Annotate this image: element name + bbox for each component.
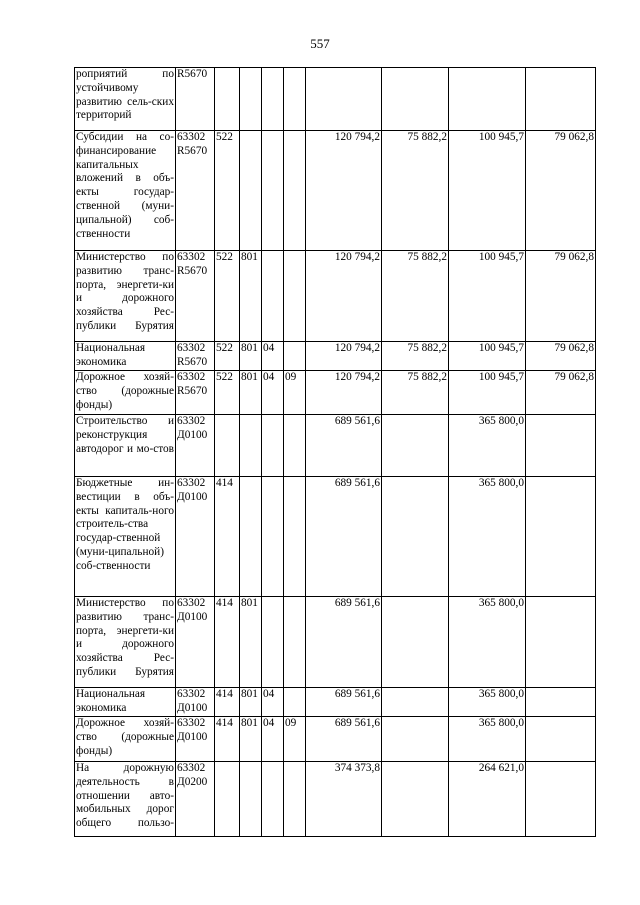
cell-sum-1: 689 561,6 <box>306 717 382 762</box>
cell-pr <box>284 597 306 688</box>
cell-grbs <box>240 415 262 477</box>
cell-sum-1: 689 561,6 <box>306 688 382 717</box>
cell-code: 63302 Д0100 <box>176 688 215 717</box>
cell-rz <box>262 131 284 251</box>
cell-code: 63302 Д0100 <box>176 477 215 597</box>
table-row <box>75 477 596 597</box>
cell-sum-1: 120 794,2 <box>306 251 382 342</box>
cell-code: 63302 Д0100 <box>176 415 215 477</box>
cell-pr <box>284 477 306 597</box>
cell-grbs <box>240 131 262 251</box>
cell-sum-4 <box>526 477 596 597</box>
cell-grbs: 801 <box>240 597 262 688</box>
cell-sum-1: 120 794,2 <box>306 371 382 415</box>
cell-code: 63302 R5670 <box>176 131 215 251</box>
cell-sum-2 <box>382 68 449 131</box>
cell-pr: 09 <box>284 371 306 415</box>
cell-sum-4 <box>526 717 596 762</box>
cell-vr: 522 <box>215 342 240 371</box>
cell-pr: 09 <box>284 717 306 762</box>
cell-sum-1: 689 561,6 <box>306 415 382 477</box>
cell-sum-4 <box>526 597 596 688</box>
table-row <box>75 688 596 717</box>
page-number: 557 <box>310 36 330 51</box>
cell-pr <box>284 251 306 342</box>
cell-sum-3: 264 621,0 <box>449 762 526 837</box>
cell-sum-4 <box>526 762 596 837</box>
cell-code: 63302 R5670 <box>176 342 215 371</box>
cell-sum-3: 100 945,7 <box>449 131 526 251</box>
cell-sum-2 <box>382 415 449 477</box>
cell-sum-3: 365 800,0 <box>449 597 526 688</box>
cell-sum-4 <box>526 688 596 717</box>
table-row <box>75 762 596 837</box>
table-row <box>75 597 596 688</box>
cell-rz <box>262 68 284 131</box>
cell-name: Строительство и реконструкция автодорог и мо-стов <box>75 415 176 477</box>
cell-vr <box>215 762 240 837</box>
cell-code: 63302 R5670 <box>176 371 215 415</box>
cell-rz <box>262 597 284 688</box>
cell-sum-4 <box>526 415 596 477</box>
cell-pr <box>284 68 306 131</box>
cell-pr <box>284 415 306 477</box>
cell-grbs: 801 <box>240 371 262 415</box>
cell-pr <box>284 762 306 837</box>
cell-vr <box>215 415 240 477</box>
cell-vr: 414 <box>215 477 240 597</box>
cell-code: R5670 <box>176 68 215 131</box>
cell-pr <box>284 342 306 371</box>
table-row <box>75 342 596 371</box>
cell-sum-3: 365 800,0 <box>449 688 526 717</box>
cell-sum-4: 79 062,8 <box>526 251 596 342</box>
cell-sum-3: 100 945,7 <box>449 371 526 415</box>
cell-name: На дорожную деятельность в отношении авто-мобильных дорог общего пользо- <box>75 762 176 837</box>
cell-sum-4: 79 062,8 <box>526 371 596 415</box>
table-row <box>75 371 596 415</box>
cell-sum-3: 365 800,0 <box>449 717 526 762</box>
cell-sum-2 <box>382 717 449 762</box>
cell-code: 63302 Д0200 <box>176 762 215 837</box>
cell-sum-1: 120 794,2 <box>306 131 382 251</box>
cell-vr: 522 <box>215 131 240 251</box>
table-row <box>75 68 596 131</box>
cell-sum-2: 75 882,2 <box>382 251 449 342</box>
cell-vr: 522 <box>215 251 240 342</box>
cell-sum-3: 100 945,7 <box>449 342 526 371</box>
cell-name: Министерство по развитию транс-порта, энергети-ки и дорожного хозяйства Рес-публики Бурятия <box>75 597 176 688</box>
table-row <box>75 415 596 477</box>
cell-sum-1: 120 794,2 <box>306 342 382 371</box>
cell-name: Субсидии на со-финансирование капитальных вложений в объ-екты государ-ственной (муни-ципальной) соб-ственности <box>75 131 176 251</box>
cell-code: 63302 Д0100 <box>176 717 215 762</box>
cell-name: Бюджетные ин-вестиции в объ-екты капиталь-ного строитель-ства государ-ственной (муни-ципальной) соб-ственности <box>75 477 176 597</box>
table-row <box>75 131 596 251</box>
cell-sum-4 <box>526 68 596 131</box>
cell-sum-2 <box>382 762 449 837</box>
cell-sum-2 <box>382 477 449 597</box>
cell-sum-1 <box>306 68 382 131</box>
cell-pr <box>284 131 306 251</box>
cell-code: 63302 R5670 <box>176 251 215 342</box>
cell-sum-1: 374 373,8 <box>306 762 382 837</box>
cell-vr: 414 <box>215 717 240 762</box>
cell-rz <box>262 415 284 477</box>
cell-sum-2: 75 882,2 <box>382 342 449 371</box>
cell-rz: 04 <box>262 717 284 762</box>
cell-vr <box>215 68 240 131</box>
cell-sum-4: 79 062,8 <box>526 131 596 251</box>
cell-code: 63302 Д0100 <box>176 597 215 688</box>
cell-sum-2 <box>382 597 449 688</box>
cell-name: Дорожное хозяй-ство (дорожные фонды) <box>75 717 176 762</box>
cell-sum-1: 689 561,6 <box>306 477 382 597</box>
cell-vr: 414 <box>215 597 240 688</box>
budget-table <box>74 67 596 837</box>
cell-sum-2: 75 882,2 <box>382 371 449 415</box>
table-row <box>75 251 596 342</box>
cell-rz <box>262 477 284 597</box>
cell-sum-3: 365 800,0 <box>449 415 526 477</box>
cell-name: Национальная экономика <box>75 342 176 371</box>
cell-vr: 414 <box>215 688 240 717</box>
cell-name: Национальная экономика <box>75 688 176 717</box>
cell-pr <box>284 688 306 717</box>
cell-sum-2 <box>382 688 449 717</box>
cell-sum-4: 79 062,8 <box>526 342 596 371</box>
cell-rz: 04 <box>262 371 284 415</box>
cell-sum-2: 75 882,2 <box>382 131 449 251</box>
cell-name: роприятий по устойчивому развитию сель-ских территорий <box>75 68 176 131</box>
cell-sum-1: 689 561,6 <box>306 597 382 688</box>
cell-rz <box>262 251 284 342</box>
cell-grbs: 801 <box>240 688 262 717</box>
cell-rz: 04 <box>262 342 284 371</box>
cell-rz: 04 <box>262 688 284 717</box>
cell-grbs <box>240 68 262 131</box>
cell-grbs: 801 <box>240 342 262 371</box>
cell-grbs <box>240 477 262 597</box>
cell-name: Министерство по развитию транс-порта, энергети-ки и дорожного хозяйства Рес-публики Бурятия <box>75 251 176 342</box>
cell-sum-3: 365 800,0 <box>449 477 526 597</box>
cell-name: Дорожное хозяй-ство (дорожные фонды) <box>75 371 176 415</box>
cell-grbs <box>240 762 262 837</box>
cell-sum-3: 100 945,7 <box>449 251 526 342</box>
table-row <box>75 717 596 762</box>
cell-grbs: 801 <box>240 717 262 762</box>
cell-sum-3 <box>449 68 526 131</box>
cell-grbs: 801 <box>240 251 262 342</box>
cell-rz <box>262 762 284 837</box>
cell-vr: 522 <box>215 371 240 415</box>
